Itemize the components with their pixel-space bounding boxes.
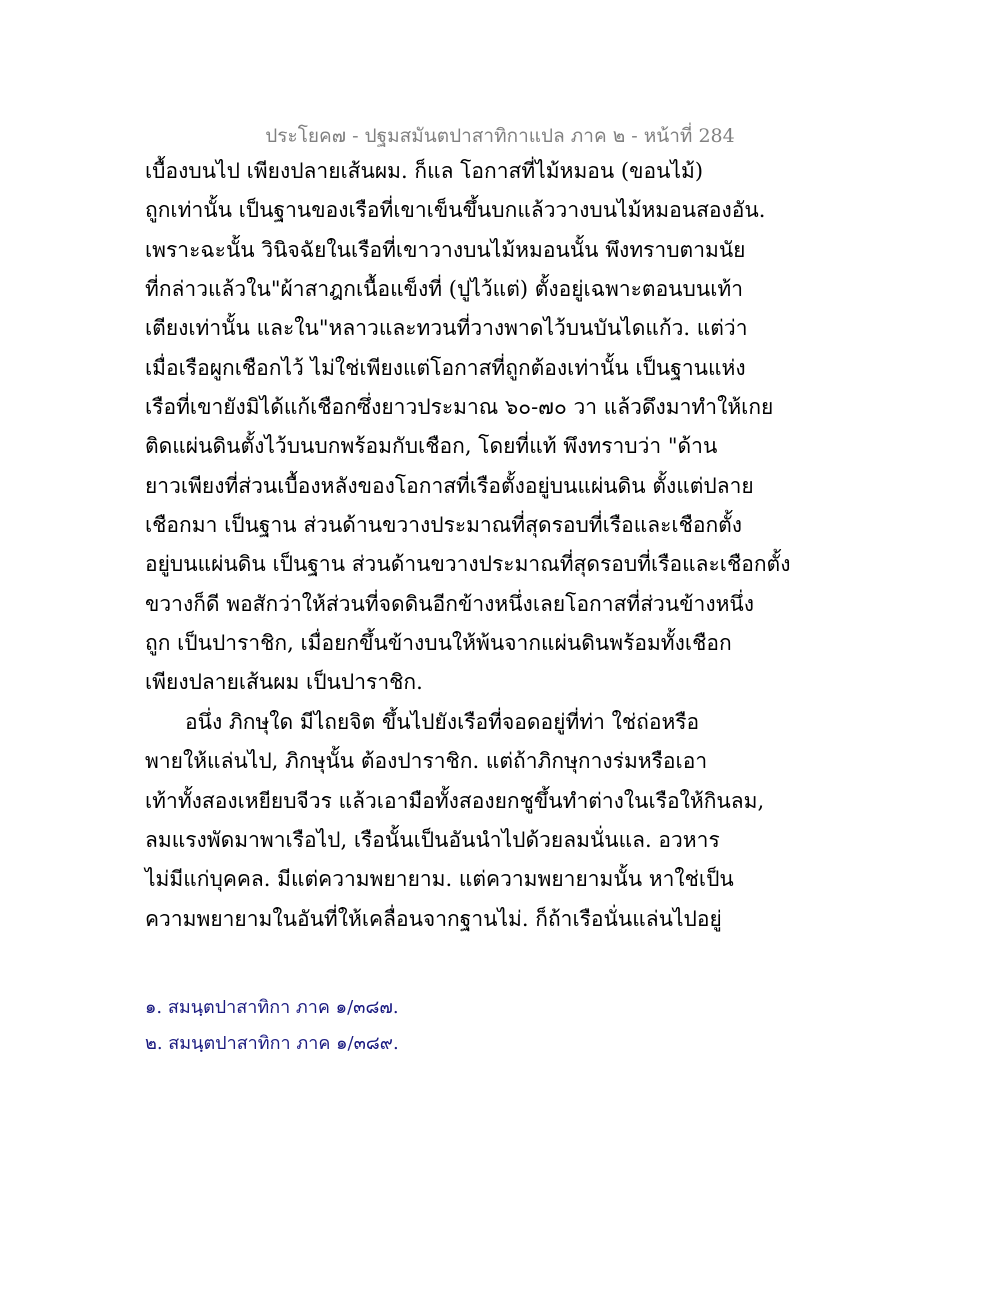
footnote-2: ๒. สมนฺตปาสาทิกา ภาค ๑/๓๘๙.: [145, 1033, 399, 1054]
text-line: ถูก เป็นปาราชิก, เมื่อยกขึ้นข้างบนให้พ้นจากแผ่นดินพร้อมทั้งเชือก: [145, 631, 732, 656]
footnotes: [145, 990, 845, 1062]
text-line: เพียงปลายเส้นผม เป็นปาราชิก.: [145, 670, 423, 695]
text-line: ติดแผ่นดินตั้งไว้บนบกพร้อมกับเชือก, โดยที่แท้ พึงทราบว่า "ด้าน: [145, 434, 718, 459]
text-line: ความพยายามในอันที่ให้เคลื่อนจากฐานไม่. ก็ถ้าเรือนั่นแล่นไปอยู่: [145, 906, 722, 931]
text-line: พายให้แล่นไป, ภิกษุนั้น ต้องปาราชิก. แต่ถ้าภิกษุกางร่มหรือเอา: [145, 749, 708, 774]
running-header: [0, 121, 1000, 151]
body-text: [145, 152, 885, 939]
text-line: เตียงเท่านั้น และใน"หลาวและทวนที่วางพาดไว้บนบันไดแก้ว. แต่ว่า: [145, 316, 748, 341]
text-line: เบื้องบนไป เพียงปลายเส้นผม. ก็แล โอกาสที่ไม้หมอน (ขอนไม้): [145, 159, 704, 183]
text-line: เรือที่เขายังมิได้แก้เชือกซึ่งยาวประมาณ ๖๐-๗๐ วา แล้วดึงมาทำให้เกย: [145, 395, 774, 420]
text-line: เท้าทั้งสองเหยียบจีวร แล้วเอามือทั้งสองยกชูขึ้นทำต่างในเรือให้กินลม,: [145, 788, 765, 813]
text-line: เพราะฉะนั้น วินิจฉัยในเรือที่เขาวางบนไม้หมอนนั้น พึงทราบตามนัย: [145, 237, 746, 262]
text-line: ที่กล่าวแล้วใน"ผ้าสาฎกเนื้อแข็งที่ (ปูไว้แต่) ตั้งอยู่เฉพาะตอนบนเท้า: [145, 277, 744, 302]
text-line: ถูกเท่านั้น เป็นฐานของเรือที่เขาเข็นขึ้นบกแล้ววางบนไม้หมอนสองอัน.: [145, 198, 766, 223]
text-line: อยู่บนแผ่นดิน เป็นฐาน ส่วนด้านขวางประมาณที่สุดรอบที่เรือและเชือกตั้ง: [145, 552, 791, 577]
text-line: เชือกมา เป็นฐาน ส่วนด้านขวางประมาณที่สุดรอบที่เรือและเชือกตั้ง: [145, 513, 743, 538]
text-line: ยาวเพียงที่ส่วนเบื้องหลังของโอกาสที่เรือตั้งอยู่บนแผ่นดิน ตั้งแต่ปลาย: [145, 473, 754, 498]
text-line: เมื่อเรือผูกเชือกไว้ ไม่ใช่เพียงแต่โอกาสที่ถูกต้องเท่านั้น เป็นฐานแห่ง: [145, 355, 746, 380]
footnote-1: ๑. สมนฺตปาสาทิกา ภาค ๑/๓๘๗.: [145, 997, 399, 1018]
text-line: ขวางก็ดี พอสักว่าให้ส่วนที่จดดินอีกข้างหนึ่งเลยโอกาสที่ส่วนข้างหนึ่ง: [145, 591, 755, 616]
text-line: ไม่มีแก่บุคคล. มีแต่ความพยายาม. แต่ความพยายามนั้น หาใช่เป็น: [145, 867, 734, 892]
paragraph-start-line: อนึ่ง ภิกษุใด มีไถยจิต ขึ้นไปยังเรือที่จอดอยู่ที่ท่า ใช่ถ่อหรือ: [185, 709, 700, 734]
text-line: ลมแรงพัดมาพาเรือไป, เรือนั้นเป็นอันนำไปด้วยลมนั่นแล. อวหาร: [145, 827, 720, 852]
running-header-text: ประโยค๗ - ปฐมสมันตปาสาทิกาแปล ภาค ๒ - หน้าที่ 284: [265, 125, 735, 147]
